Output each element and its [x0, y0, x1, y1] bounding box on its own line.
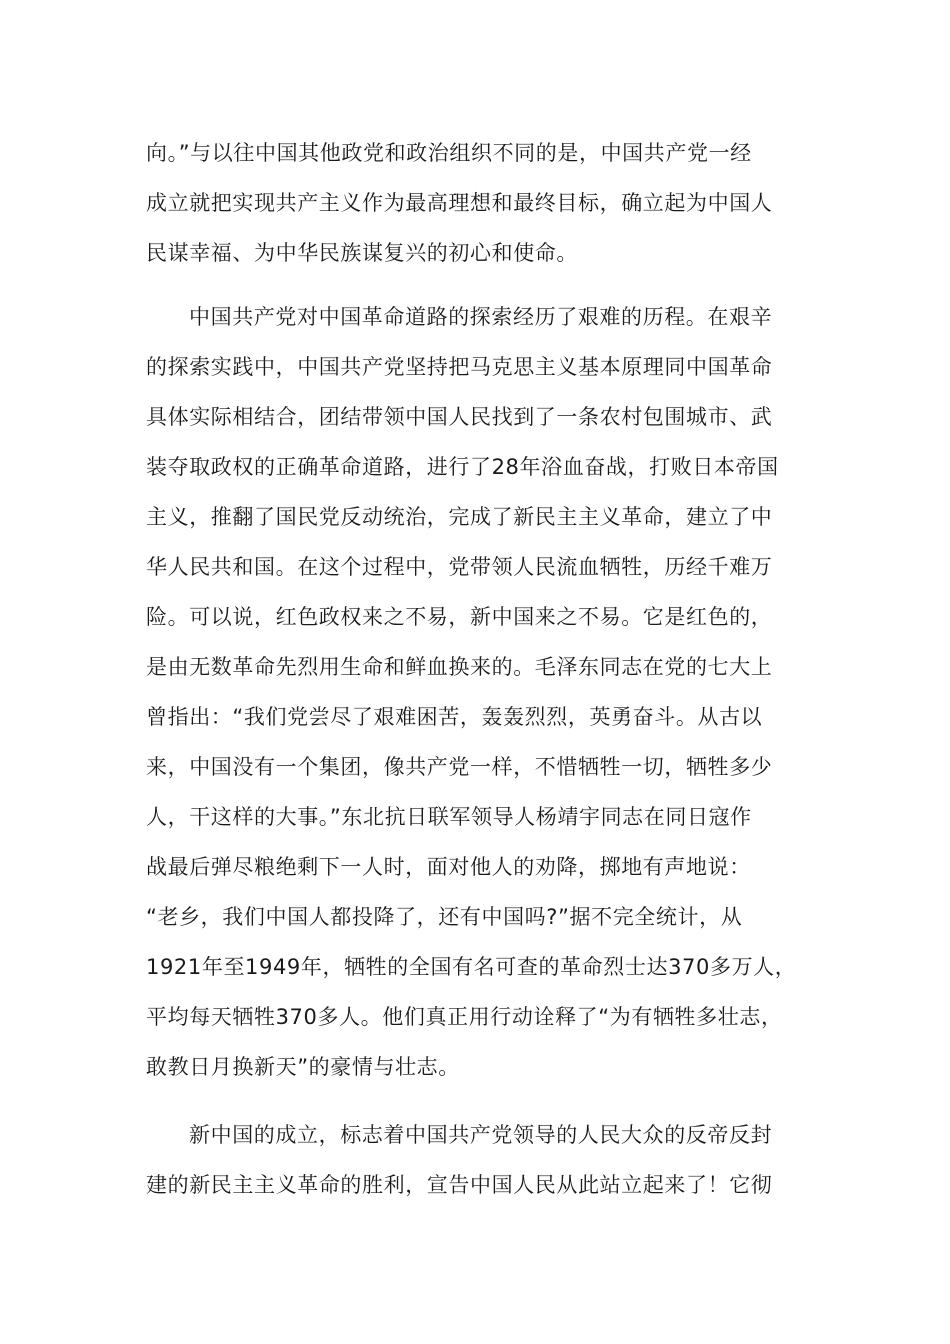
- text-line: 建的新民主主义革命的胜利，宣告中国人民从此站立起来了！它彻: [146, 1173, 773, 1197]
- text-line: 战最后弹尽粮绝剩下一人时，面对他人的劝降，掷地有声地说：: [146, 855, 751, 879]
- text-line: 敢教日月换新天”的豪情与壮志。: [146, 1055, 460, 1079]
- text-line: 华人民共和国。在这个过程中，党带领人民流血牺牲，历经千难万: [146, 555, 773, 579]
- text-line: 装夺取政权的正确革命道路，进行了28年浴血奋战，打败日本帝国: [146, 455, 779, 479]
- text-line: 来，中国没有一个集团，像共产党一样，不惜牺牲一切，牺牲多少: [146, 755, 773, 779]
- text-line: 向。”与以往中国其他政党和政治组织不同的是，中国共产党一经: [146, 141, 752, 165]
- text-line: 人，干这样的大事。”东北抗日联军领导人杨靖宇同志在同日寇作: [146, 805, 752, 829]
- text-line: 平均每天牺牲370多人。他们真正用行动诠释了“为有牺牲多壮志，: [146, 1005, 783, 1029]
- text-line: 新中国的成立，标志着中国共产党领导的人民大众的反帝反封: [189, 1123, 773, 1147]
- text-line: 具体实际相结合，团结带领中国人民找到了一条农村包围城市、武: [146, 405, 773, 429]
- text-line: 主义，推翻了国民党反动统治，完成了新民主主义革命，建立了中: [146, 505, 773, 529]
- text-line: 险。可以说，红色政权来之不易，新中国来之不易。它是红色的，: [146, 605, 773, 629]
- paragraph-1: [146, 128, 806, 278]
- text-line: 的探索实践中，中国共产党坚持把马克思主义基本原理同中国革命: [146, 355, 773, 379]
- text-line: 曾指出：“我们党尝尽了艰难困苦，轰轰烈烈，英勇奋斗。从古以: [146, 705, 763, 729]
- text-line: 成立就把实现共产主义作为最高理想和最终目标，确立起为中国人: [146, 191, 773, 215]
- text-line: 中国共产党对中国革命道路的探索经历了艰难的历程。在艰辛: [189, 305, 773, 329]
- paragraph-2: [146, 292, 806, 1092]
- text-line: 1921年至1949年，牺牲的全国有名可查的革命烈士达370多万人，: [146, 955, 797, 979]
- paragraph-3: [146, 1110, 806, 1210]
- text-line: 是由无数革命先烈用生命和鲜血换来的。毛泽东同志在党的七大上: [146, 655, 773, 679]
- text-line: “老乡，我们中国人都投降了，还有中国吗?”据不完全统计，从: [146, 905, 743, 929]
- text-line: 民谋幸福、为中华民族谋复兴的初心和使命。: [146, 241, 578, 265]
